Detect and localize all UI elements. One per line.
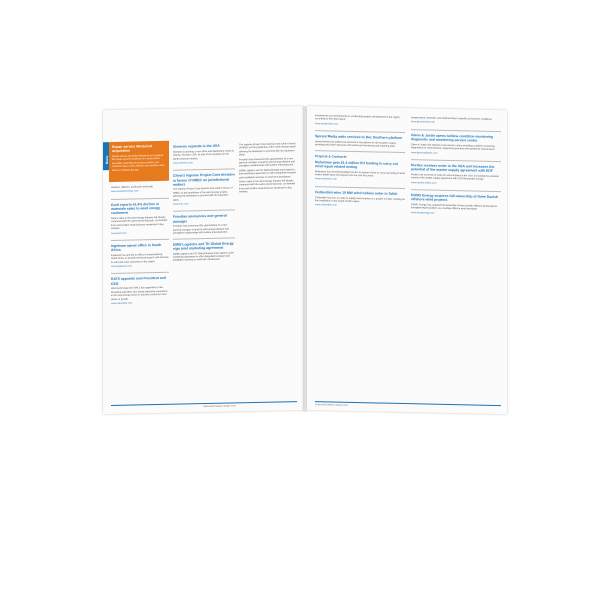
right-col-2 <box>411 116 501 221</box>
divider <box>173 169 235 171</box>
article-body: DMW Logistics and TK Global Energy have signed a joint marketing agreement to offer integrated transport and installation services to wind farm developers. <box>173 250 234 263</box>
divider <box>111 272 169 274</box>
continued-body: Gurit's sales to the wind energy industry fell sharply compared with the same period last year, as demand from wind turbine manufacturers weakened in key markets. <box>239 179 296 194</box>
divider <box>315 186 405 189</box>
article-body: Outlandish has won an order to supply wind turbines to a project in Tahiti, marking its first installation in the South Pacific region. <box>315 195 405 204</box>
divider <box>411 159 501 162</box>
article-body: Mulanimar has received funding from the European Union to carry out testing of wind turbine blade repair techniques over the next two years. <box>315 169 405 178</box>
article-link[interactable]: www.siemens.com <box>173 161 193 165</box>
intro-text: investments and commitments to accelerating project development in the region, according to the latest report. <box>315 114 401 122</box>
featured-box <box>109 141 169 182</box>
continued-body: DMW Logistics and TK Global Energy have signed a joint marketing agreement to offer integrated transport and installation services to wind farm developers. <box>239 168 297 179</box>
article-link[interactable]: www.dongenergy.com <box>411 210 435 215</box>
divider <box>111 239 169 241</box>
magazine-spread <box>103 106 507 414</box>
divider <box>315 130 405 133</box>
right-col-1 <box>315 114 405 214</box>
article-heading: Glenn & Justin opens turbine condition monitoring diagnostic and monitoring service centre <box>411 132 494 143</box>
right-page <box>307 106 507 414</box>
article-link[interactable]: www.nrec.com <box>173 202 189 206</box>
divider <box>173 210 235 212</box>
divider <box>111 198 169 200</box>
featured-heading: Repair service Westwind acquisition <box>112 144 152 154</box>
article-body: Ingeteam has opened an office in Johannesburg, South Africa, to provide technical support and services to wind and solar customers in the region. <box>111 252 169 264</box>
article-heading: Mulanimar gets $1.4 million EU funding to carry out wind repair related testing <box>315 159 398 169</box>
article-heading: DONG Energy acquires full ownership of three Danish offshore wind projects <box>411 193 499 203</box>
article-link[interactable]: www.gurit.com <box>111 231 127 235</box>
continued-body: The Ingenue Project Cost decision has ruled in favour of NREC on the jurisdiction of the wind energy project, allowing the developer to proceed with its expansion plans. <box>239 142 297 157</box>
intro-text: temperatures, seawater and obtained data to identify and monitor conditions. <box>411 116 493 121</box>
divider <box>315 150 405 153</box>
divider <box>411 189 501 192</box>
article-body: Gurit's sales to the wind energy industry fell sharply compared with the same period last year, as demand from wind turbine manufacturers weakened in key markets. <box>111 215 168 231</box>
article-link[interactable]: www.ratsonline.com <box>111 301 133 306</box>
article-body: Nordex has received an order for wind turbines in the USA, increasing the potential volume of its master supply agreement with EDF Renewable Energy. <box>411 173 499 181</box>
article-body: Freudian has announced the appointment of a new general manager to lead its wind energy division and strengthen relationships with turbine manufacturers. <box>173 223 229 235</box>
intro-link[interactable]: www.windmarket.com <box>315 121 339 126</box>
article-link[interactable]: www.outlandish.com <box>315 203 337 207</box>
article-heading: RATS appoints new President and CEO <box>111 276 166 286</box>
article-body: DONG Energy has acquired full ownership of three Danish offshore wind projects, strengthening its position as a leading offshore wind developer. <box>411 203 498 211</box>
article-body: Spirent Media has added new services to its platform for the southern region, providing wind farm operators with enhanced monitoring and reporting tools. <box>315 140 397 149</box>
article-heading: Siemens expands in the USA <box>173 143 220 149</box>
article-body: Wind technology firm RATS has appointed a new President and CEO, who brings extensive experience in the wind energy sector to lead the company's next phase of growth. <box>111 286 168 301</box>
page-footer: Global Wind Market Outlook 2014 <box>203 405 236 409</box>
page-footer: Global Wind Market Outlook 2014 <box>315 404 348 407</box>
article-link[interactable]: www.ingeteam.com <box>111 264 132 269</box>
section-label: Projects & Contracts <box>315 153 347 159</box>
article-body: The Ingenue Project Cost decision has ruled in favour of NREC on the jurisdiction of the wind energy project, allowing the developer to proceed with its expansion plans. <box>173 186 233 202</box>
article-heading: Freudian announces new general manager <box>173 214 227 224</box>
intro-tail: vehicles, offshore, production and parts. <box>111 185 154 190</box>
article-body: Glenn & Justin has opened a new service centre providing condition monitoring diagnostics for wind turbines, supporting operators with predictive maintenance. <box>411 142 496 152</box>
left-col-2 <box>173 143 235 263</box>
article-link[interactable]: www.mulanimar.com <box>315 177 337 182</box>
continued-body: Freudian has announced the appointment of a new general manager to lead its wind energy division and strengthen relationships with turbine manufacturers. <box>239 156 295 168</box>
left-page <box>103 106 303 414</box>
section-tab-label: News <box>104 155 109 165</box>
article-body: Siemens is opening a new office and distribution centre in Atlanta, Georgia, USA, as part of its expansion in the North American market. <box>173 149 234 161</box>
intro-link[interactable]: www.geomonitors.com <box>411 120 436 125</box>
article-heading: Outlandish wins 10 MW wind turbine order in Tahiti <box>315 190 398 196</box>
intro-link[interactable]: www.westwind-repair.com <box>111 189 139 194</box>
article-heading: Spirent Media adds services to Dec Southern platform <box>315 134 403 141</box>
featured-body: Repair service specialist Westwind has acquired the repair services business of a wind turbine specialist, extending its service portfolio and customer base across offshore and onshore wind farms in northern Europe. <box>112 153 165 172</box>
left-col-3 <box>239 142 297 195</box>
article-heading: Ingeteam opens office in South Africa <box>111 242 162 253</box>
article-heading: China's Ingenue Project Cost decision in favour of NREC on jurisdictional matters <box>173 172 235 187</box>
article-link[interactable]: www.glennandjustin.com <box>411 150 438 155</box>
article-heading: Nordex receives order in the USA and increases the potential of the master supply agreement with EDF <box>411 163 495 174</box>
article-link[interactable]: www.nordex-online.com <box>411 180 437 185</box>
article-heading: Gurit reports 41.4% decline in materials sales to wind energy customers <box>111 201 161 216</box>
divider <box>173 237 235 239</box>
article-heading: DMW Logistics and TK Global Energy sign joint marketing agreement <box>173 241 234 251</box>
left-col-1 <box>111 185 169 311</box>
divider <box>411 129 501 132</box>
